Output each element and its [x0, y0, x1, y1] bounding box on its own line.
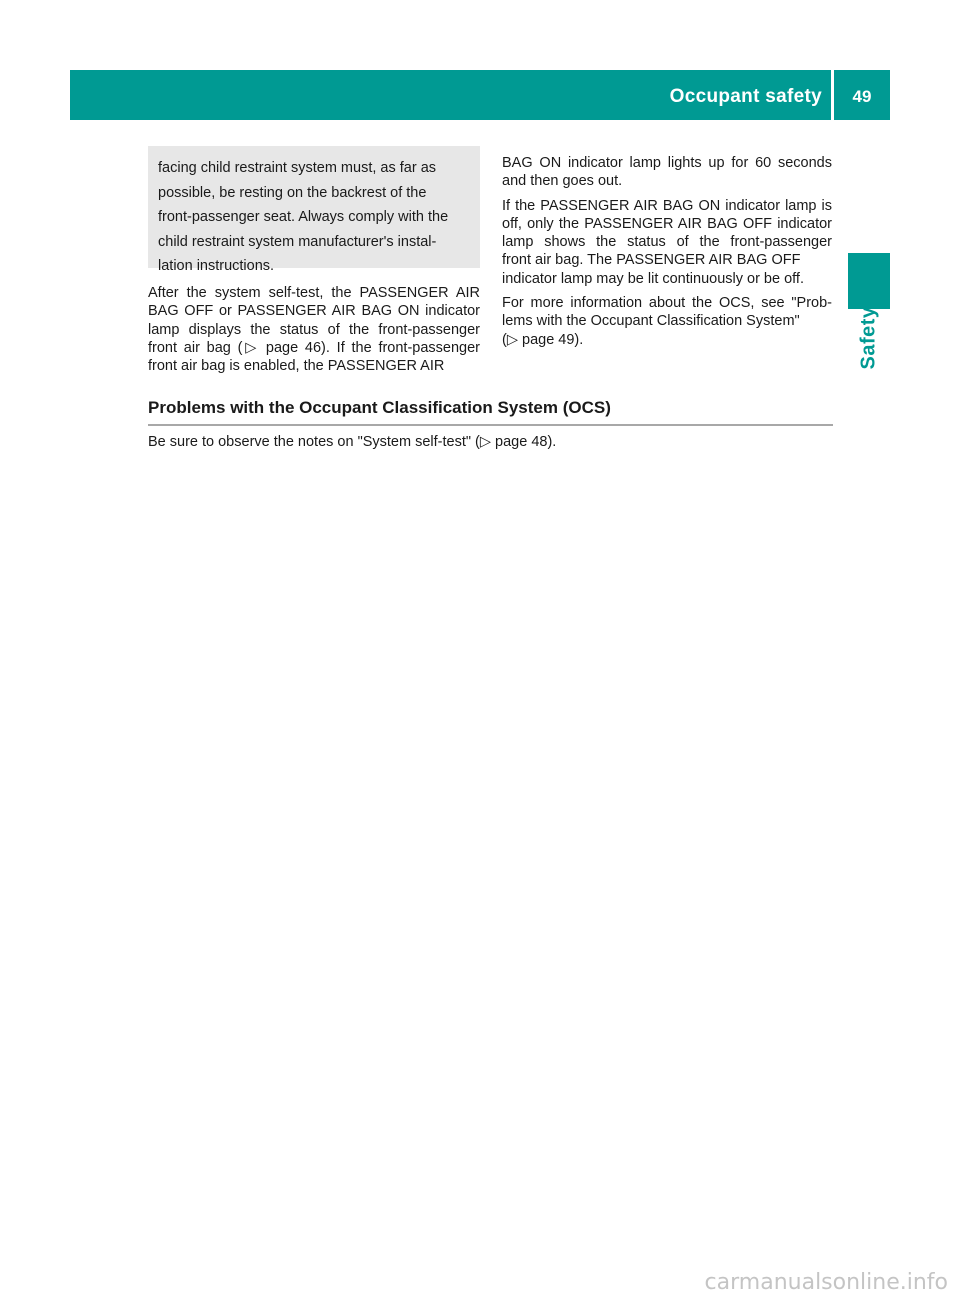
section-tab-label: Safety	[857, 306, 880, 370]
note-line: child restraint system manufacturer's instal-	[158, 233, 437, 250]
paragraph-line: For more information about the OCS, see "Prob-	[502, 295, 832, 312]
paragraph-line: off, only the PASSENGER AIR BAG OFF indicator	[502, 215, 832, 232]
paragraph-line: indicator lamp may be lit continuously or be off.	[502, 270, 804, 287]
paragraph-line: lamp displays the status of the front-passenger	[148, 321, 480, 338]
paragraph-line: and then goes out.	[502, 173, 623, 190]
left-column-paragraph	[148, 284, 480, 375]
note-line: front-passenger seat. Always comply with the	[158, 209, 449, 225]
paragraph-line: If the PASSENGER AIR BAG ON indicator lamp is	[502, 197, 832, 214]
paragraph-line: front air bag (▷ page 46). If the front-passenger	[148, 339, 480, 356]
page-number: 49	[852, 87, 872, 106]
note-text	[158, 156, 478, 279]
paragraph-line: BAG ON indicator lamp lights up for 60 seconds	[502, 155, 832, 171]
chapter-title: Occupant safety	[669, 86, 822, 107]
section-divider	[148, 424, 833, 426]
right-column	[502, 154, 832, 349]
note-line: facing child restraint system must, as far as	[158, 160, 437, 176]
note-line: possible, be resting on the backrest of the	[158, 184, 427, 201]
paragraph-line: front air bag. The PASSENGER AIR BAG OFF	[502, 252, 801, 269]
paragraph-line: lamp shows the status of the front-passenger	[502, 234, 832, 251]
section-body-text: Be sure to observe the notes on "System self-test" (▷ page 48).	[148, 434, 557, 450]
paragraph-line: lems with the Occupant Classification System"	[502, 313, 800, 330]
page-reference-link[interactable]: (▷ page 49).	[502, 331, 584, 348]
paragraph-line: BAG OFF or PASSENGER AIR BAG ON indicator	[148, 303, 480, 320]
section-heading: Problems with the Occupant Classification System (OCS)	[148, 398, 611, 417]
note-line: lation instructions.	[158, 258, 275, 274]
paragraph-line: After the system self-test, the PASSENGER AIR	[148, 285, 480, 301]
watermark: carmanualsonline.info	[704, 1270, 948, 1295]
paragraph-line: front air bag is enabled, the PASSENGER AIR	[148, 358, 445, 375]
side-tab-marker	[848, 253, 890, 309]
